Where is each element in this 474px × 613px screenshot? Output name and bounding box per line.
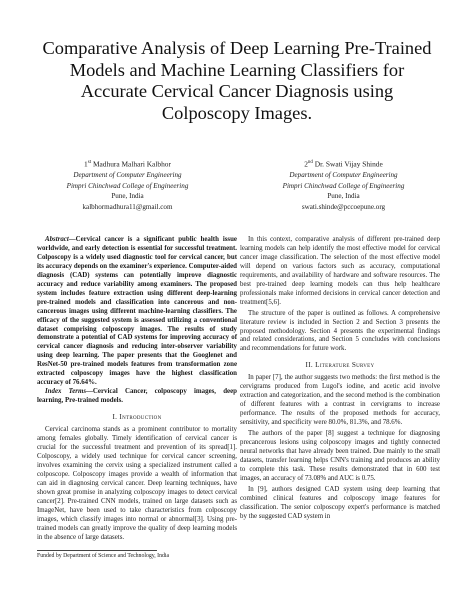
author-department: Department of Computer Engineering bbox=[289, 171, 398, 180]
author-ordinal: 2 bbox=[304, 159, 308, 169]
author-name bbox=[20, 158, 235, 170]
paper-title: Comparative Analysis of Deep Learning Pre-Trained Models and Machine Learning Classifiers for Accurate Cervical Cancer Diagnosis using Colposcopy Images. bbox=[42, 38, 432, 123]
abstract bbox=[37, 236, 237, 388]
author-institution: Pimpri Chinchwad College of Engineering bbox=[282, 181, 405, 190]
lit-paragraph-3: In [9], authors designed CAD system using deep learning that combined clinical features and colposcopy image features for classification. The senior colposcopy expert's performance is matched by the suggested CAD system in bbox=[240, 485, 440, 520]
author-1 bbox=[20, 158, 235, 212]
section-numeral: I. bbox=[112, 413, 118, 422]
author-name-text: Dr. Swati Vijay Shinde bbox=[314, 159, 383, 169]
section-heading-literature-survey bbox=[240, 361, 440, 370]
author-ordinal: 1 bbox=[84, 159, 88, 169]
author-department: Department of Computer Engineering bbox=[73, 171, 182, 180]
author-name-text: Madhura Malhari Kalbhor bbox=[92, 159, 171, 169]
author-ordinal-suffix: nd bbox=[307, 160, 313, 165]
section-title: Literature Survey bbox=[315, 361, 375, 370]
abstract-label: Abstract bbox=[45, 236, 69, 243]
index-terms-text: —Cervical Cancer, colposcopy images, deep learning, Pre-trained models. bbox=[37, 388, 237, 405]
abstract-text: —Cervical cancer is a significant public health issue worldwide, and early detection is essential for successful treatment. Colposcopy is a widely used diagnostic tool for cervical cancer, but its accuracy depends on the examiner's experience. Computer-aided diagnosis (CAD) systems can potentially improve diagnostic accuracy and reduce variability among examiners. The proposed system includes feature extraction using different deep-learning pre-trained models and classification into cancerous and non-cancerous images using different machine-learning classifiers. The efficacy of the suggested system is assessed utilizing a conventional dataset comprising colposcopy images. The results of study demonstrate a potential of CAD systems for improving accuracy of cervical cancer diagnosis and reducing inter-observer variability using deep learning. The paper presents that the Googlenet and ResNet-50 pre-trained models features from transformation zone extracted colposcopy images have the highest classification accuracy of 76.64%. bbox=[37, 236, 237, 387]
author-block bbox=[0, 158, 474, 218]
author-email: swati.shinde@pccoepune.org bbox=[301, 202, 386, 211]
left-column bbox=[37, 236, 237, 561]
author-institution: Pimpri Chinchwad College of Engineering bbox=[66, 181, 189, 190]
lit-paragraph-2: The authors of the paper [8] suggest a technique for diagnosing precancerous lesions using colposcopy images and tightly connected neural networks that have already been trained. Due mainly to the small datasets, transfer learning helps CNN's training and produces an ability to complete this task. These results demonstrated that in 600 test images, an accuracy of 73.08% and AUC is 0.75. bbox=[240, 430, 440, 482]
lit-paragraph-1: In paper [7], the author suggests two methods: the first method is the cervigrams produced from Lugol's iodine, and acetic acid involve extraction and categorization, and the second method is the combination of different features with a contrast in cervigrams to increase performance. The results of the proposed methods for accuracy, sensitivity, and specificity were 80.0%, 81.3%, and 78.6%. bbox=[240, 374, 440, 427]
author-location: Pune, India bbox=[327, 192, 360, 201]
right-paragraph-1: In this context, comparative analysis of different pre-trained deep learning models can help identify the most effective model for cervical cancer image classification. The selection of the most effective model will depend on various factors such as accuracy, computational requirements, and availability of hardware and software resources. The best pre-trained deep learning models can thus help healthcare professionals make informed decisions in cervical cancer detection and treatment[5,6]. bbox=[240, 236, 440, 306]
funding-footnote: Funded by Department of Science and Technology, India bbox=[37, 550, 157, 561]
author-name bbox=[236, 158, 451, 170]
right-paragraph-2: The structure of the paper is outlined as follows. A comprehensive literature review is included in Section 2 and Section 3 presents the proposed methodology. Section 4 presents the experimental findings and related considerations, and Section 5 concludes with conclusions and recommendations for future work. bbox=[240, 309, 440, 353]
section-heading-introduction bbox=[37, 413, 237, 422]
section-numeral: II. bbox=[305, 361, 314, 370]
index-terms bbox=[37, 388, 237, 406]
section-title: Introduction bbox=[119, 413, 162, 422]
author-location: Pune, India bbox=[111, 192, 144, 201]
right-column bbox=[240, 236, 440, 522]
author-2 bbox=[236, 158, 451, 212]
index-terms-label: Index Terms bbox=[45, 388, 87, 396]
intro-paragraph: Cervical carcinoma stands as a prominent contributor to mortality among females globally. Timely identification of cervical cancer is crucial for the successful treatment and prevention of its spread[1]. Colposcopy, a widely used technique for cervical cancer screening, involves examining the cervix using a specialized instrument called a colposcope. Colposcopy images provide a wealth of information that can aid in diagnosing cervical cancer. Deep learning techniques, have shown great promise in analyzing colposcopy images to detect cervical cancer[2]. Pre-trained CNN models, trained on large datasets such as ImageNet, have been used to take characteristics from colposcopy images, which classify images into normal or abnormal[3]. Using pre-trained models can greatly improve the quality of deep learning models in the absence of large datasets. bbox=[37, 426, 237, 541]
author-ordinal-suffix: st bbox=[87, 160, 92, 165]
author-email: kalbhormadhura11@gmail.com bbox=[82, 202, 173, 211]
